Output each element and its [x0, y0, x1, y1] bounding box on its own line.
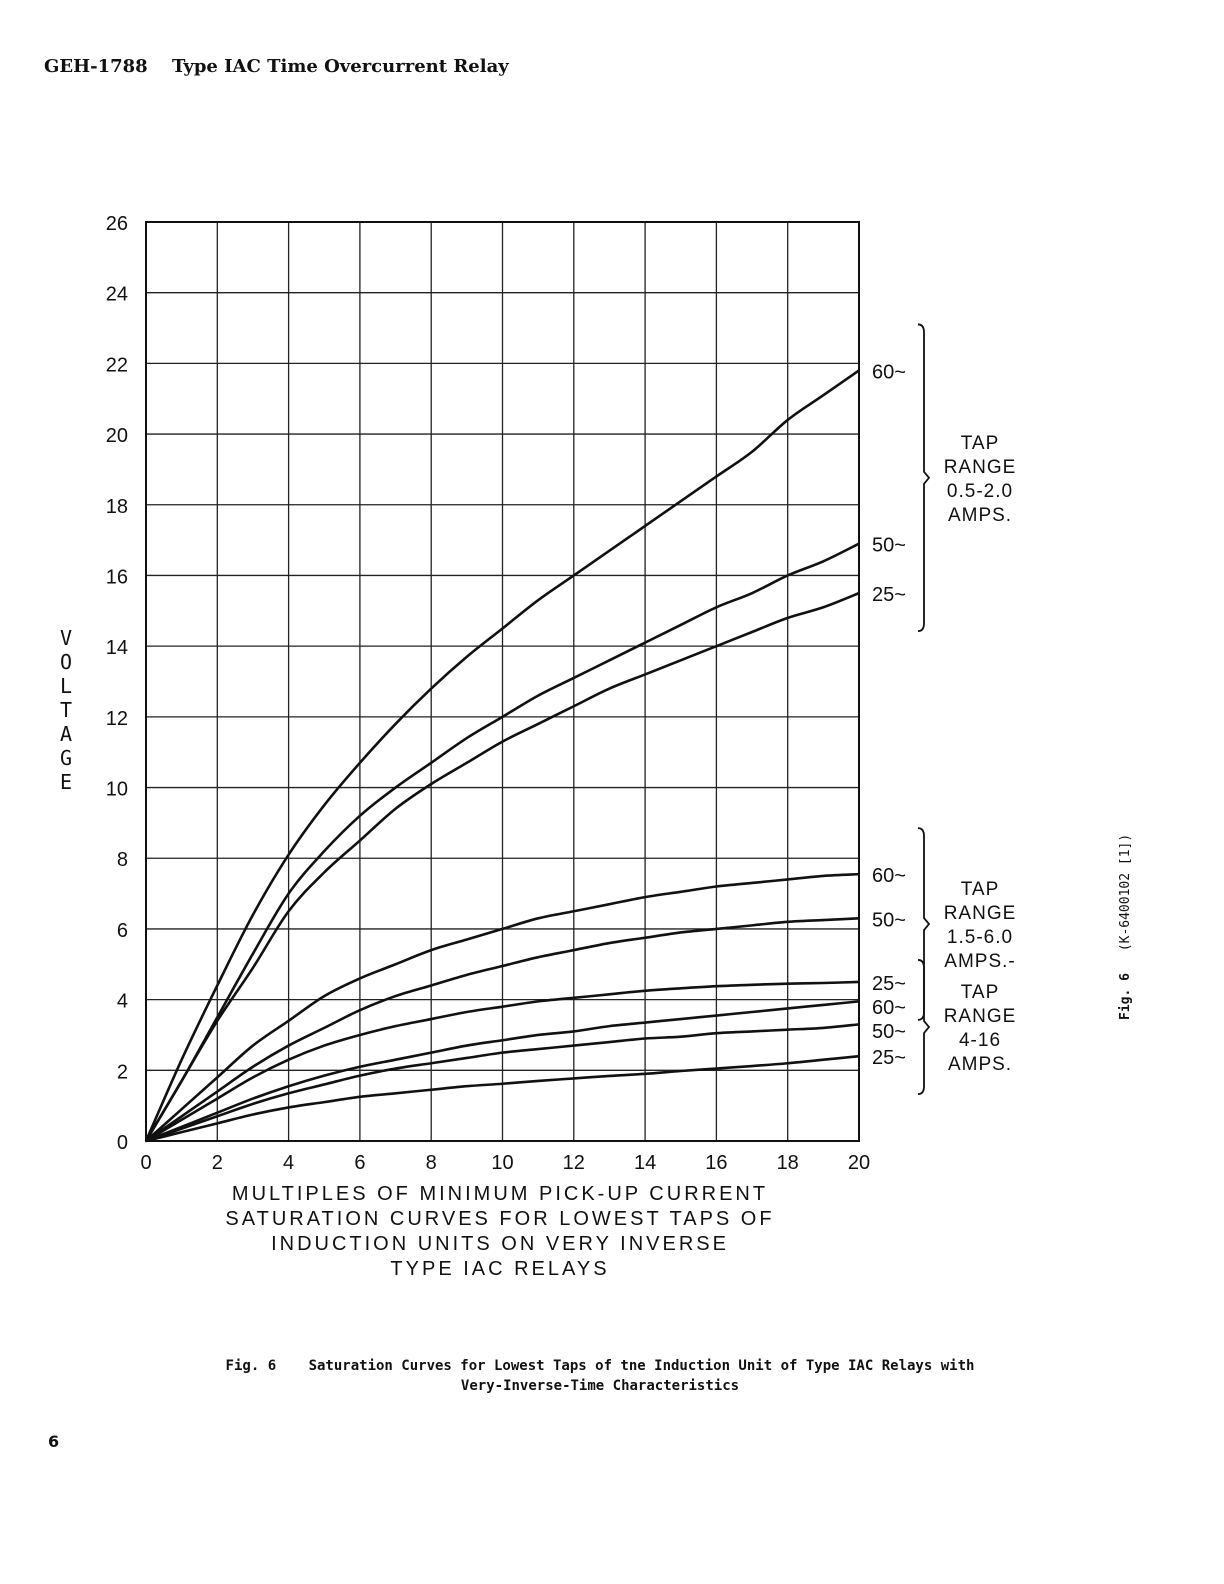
- group-bracket: [918, 960, 929, 1094]
- x-tick-label: 0: [140, 1152, 152, 1174]
- y-tick-label: 26: [105, 213, 128, 235]
- y-axis-label-letter: E: [59, 770, 73, 794]
- group-label-line: AMPS.-: [944, 951, 1016, 973]
- group-label-line: TAP: [960, 982, 1000, 1004]
- y-axis-label-letter: T: [59, 698, 73, 722]
- group-label-line: TAP: [960, 879, 1000, 901]
- y-tick-label: 18: [105, 495, 128, 518]
- series-label: 25~: [872, 584, 906, 607]
- y-tick-label: 2: [116, 1061, 128, 1084]
- page-number: 6: [48, 1432, 60, 1451]
- group-label-line: 1.5-6.0: [946, 927, 1014, 949]
- document-id: GEH-1788: [44, 56, 148, 77]
- y-tick-label: 10: [105, 778, 128, 801]
- group-label-line: RANGE: [943, 1006, 1017, 1028]
- y-tick-label: 6: [116, 919, 128, 942]
- y-tick-label: 8: [116, 849, 128, 872]
- y-axis-label: [54, 626, 78, 794]
- caption-line-1: Saturation Curves for Lowest Taps of tne Induction Unit of Type IAC Relays with: [308, 1358, 975, 1374]
- x-tick-label: 18: [776, 1152, 799, 1174]
- y-tick-label: 20: [105, 425, 128, 448]
- series-label: 50~: [872, 909, 906, 932]
- series-label: 50~: [872, 1020, 906, 1043]
- x-tick-label: 10: [491, 1152, 514, 1174]
- x-tick-label: 8: [425, 1152, 437, 1174]
- group-label-line: RANGE: [943, 903, 1017, 925]
- y-axis-label-letter: O: [59, 650, 73, 674]
- chart-title-line: MULTIPLES OF MINIMUM PICK-UP CURRENT: [231, 1183, 769, 1205]
- caption-line-2: Very-Inverse-Time Characteristics: [460, 1378, 740, 1394]
- group-label-line: 0.5-2.0: [946, 480, 1014, 502]
- chart-title-line: INDUCTION UNITS ON VERY INVERSE: [271, 1233, 729, 1255]
- chart-title: [180, 1182, 820, 1282]
- y-axis-label-letter: G: [59, 746, 73, 770]
- x-tick-label: 16: [705, 1152, 728, 1174]
- group-label-line: AMPS.: [947, 504, 1013, 526]
- y-tick-label: 0: [116, 1132, 128, 1154]
- x-tick-label: 6: [354, 1152, 366, 1174]
- y-tick-label: 16: [105, 566, 128, 589]
- y-tick-label: 12: [105, 707, 128, 730]
- y-axis-label-letter: L: [59, 674, 73, 698]
- series-label: 50~: [872, 534, 906, 557]
- x-tick-label: 20: [847, 1152, 871, 1174]
- group-label-line: AMPS.: [947, 1054, 1013, 1076]
- series-label: 60~: [872, 361, 906, 384]
- x-tick-label: 14: [633, 1152, 657, 1174]
- chart-title-line: TYPE IAC RELAYS: [390, 1258, 610, 1280]
- group-label-line: 4-16: [958, 1030, 1002, 1052]
- y-tick-label: 4: [116, 990, 128, 1013]
- y-tick-label: 24: [105, 283, 128, 306]
- y-tick-label: 14: [105, 637, 128, 660]
- document-title: Type IAC Time Overcurrent Relay: [171, 56, 509, 77]
- figure-caption: [100, 1356, 1100, 1396]
- y-axis-label-letter: V: [59, 626, 73, 650]
- series-label: 60~: [872, 996, 906, 1019]
- group-bracket: [918, 324, 929, 631]
- x-tick-label: 12: [562, 1152, 585, 1174]
- y-tick-label: 22: [105, 354, 128, 377]
- caption-figure-number: Fig. 6: [225, 1358, 277, 1374]
- side-reference-code: (K-6400102 [1]): [1118, 833, 1133, 952]
- series-label: 25~: [872, 972, 906, 995]
- series-label: 60~: [872, 865, 906, 888]
- group-label-line: TAP: [960, 432, 1000, 454]
- side-figure-number: Fig. 6: [1118, 973, 1133, 1020]
- chart-title-line: SATURATION CURVES FOR LOWEST TAPS OF: [225, 1208, 775, 1230]
- series-label: 25~: [872, 1047, 906, 1070]
- x-tick-label: 4: [283, 1152, 295, 1174]
- x-tick-label: 2: [211, 1152, 223, 1174]
- side-reference: [1118, 834, 1133, 1020]
- y-axis-label-letter: A: [59, 722, 73, 746]
- group-label-line: RANGE: [943, 456, 1017, 478]
